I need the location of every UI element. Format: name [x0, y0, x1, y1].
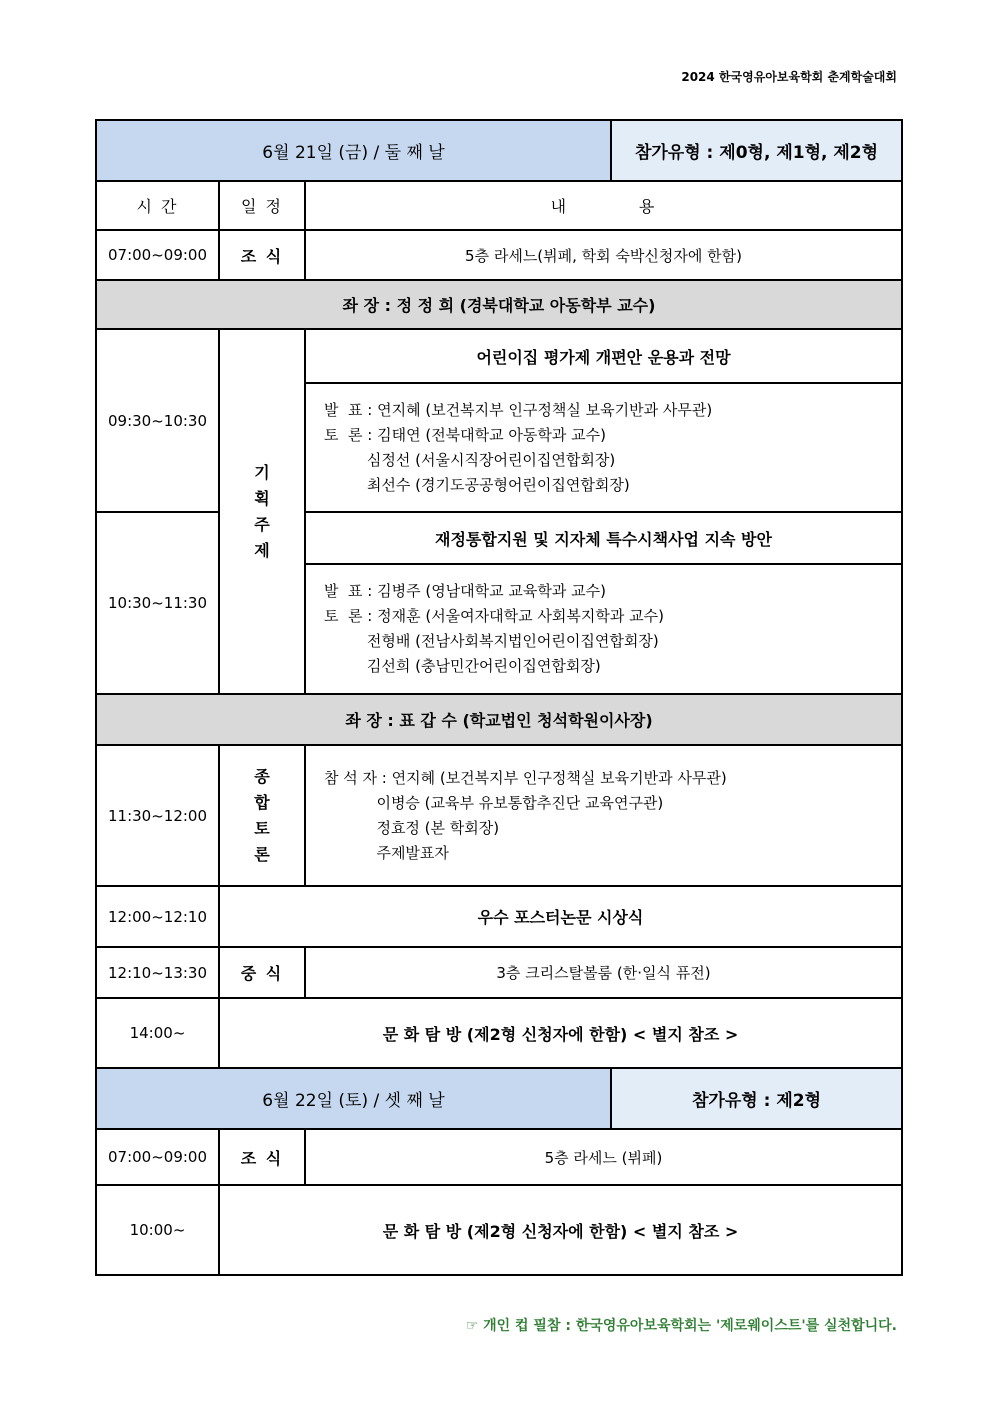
- session1-line: 최선수 (경기도공공형어린이집연합회장): [324, 475, 630, 494]
- discussion-line: 정효정 (본 학회장): [324, 818, 500, 837]
- session1-title: 어린이집 평가제 개편안 운용과 전망: [305, 329, 902, 383]
- chair2-row: [96, 694, 902, 745]
- lunch-content: 3층 크리스탈볼룸 (한·일식 퓨전): [305, 947, 902, 998]
- tour1-time: 14:00~: [96, 998, 219, 1068]
- chair1: 좌 장 : 정 정 희 (경북대학교 아동학부 교수): [96, 280, 902, 329]
- lunch-row: [96, 947, 902, 998]
- lunch-label: 중 식: [219, 947, 305, 998]
- discussion-label-char: 토: [254, 818, 270, 838]
- day2-header-row: [96, 120, 902, 181]
- col-schedule: 일 정: [219, 181, 305, 230]
- session1-line: 발 표 : 연지혜 (보건복지부 인구정책실 보육기반과 사무관): [324, 400, 713, 419]
- breakfast1-time: 07:00~09:00: [96, 230, 219, 280]
- breakfast2-time: 07:00~09:00: [96, 1129, 219, 1185]
- session2-time: 10:30~11:30: [96, 512, 219, 694]
- theme-label-char: 기: [254, 462, 270, 482]
- breakfast2-row: [96, 1129, 902, 1185]
- col-time: 시 간: [96, 181, 219, 230]
- document-header: 2024 한국영유아보육학회 춘계학술대회: [681, 70, 897, 84]
- session1-details: [305, 383, 902, 512]
- day3-header-row: [96, 1068, 902, 1129]
- day3-participation-type: 참가유형 : 제2형: [611, 1068, 902, 1129]
- breakfast2-content: 5층 라세느 (뷔페): [305, 1129, 902, 1185]
- chair2: 좌 장 : 표 갑 수 (학교법인 청석학원이사장): [96, 694, 902, 745]
- lunch-time: 12:10~13:30: [96, 947, 219, 998]
- breakfast1-row: [96, 230, 902, 280]
- discussion-label-char: 종: [254, 766, 270, 786]
- theme-label-char: 주: [254, 514, 270, 534]
- theme-label: [219, 329, 305, 694]
- discussion-label: [219, 745, 305, 886]
- col-content: 내 용: [305, 181, 902, 230]
- session1-title-row: [96, 329, 902, 383]
- tour2-content: 문 화 탐 방 (제2형 신청자에 한함) < 별지 참조 >: [219, 1185, 902, 1275]
- column-header-row: [96, 181, 902, 230]
- discussion-label-char: 합: [254, 792, 270, 812]
- chair1-row: [96, 280, 902, 329]
- discussion-line: 이병승 (교육부 유보통합추진단 교육연구관): [324, 793, 664, 812]
- session2-title-row: [96, 512, 902, 564]
- breakfast1-label: 조 식: [219, 230, 305, 280]
- session2-line: 발 표 : 김병주 (영남대학교 교육학과 교수): [324, 582, 606, 600]
- discussion-time: 11:30~12:00: [96, 745, 219, 886]
- day2-participation-type: 참가유형 : 제0형, 제1형, 제2형: [611, 120, 902, 181]
- award-content: 우수 포스터논문 시상식: [219, 886, 902, 947]
- theme-label-char: 제: [254, 540, 270, 560]
- day2-title: 6월 21일 (금) / 둘 째 날: [96, 120, 611, 181]
- session1-line: 토 론 : 김태연 (전북대학교 아동학과 교수): [324, 425, 606, 444]
- session2-title: 재정통합지원 및 지자체 특수시책사업 지속 방안: [305, 512, 902, 564]
- discussion-label-char: 론: [254, 844, 270, 864]
- award-row: [96, 886, 902, 947]
- day3-title: 6월 22일 (토) / 셋 째 날: [96, 1068, 611, 1129]
- session2-line: 전형배 (전남사회복지법인어린이집연합회장): [324, 632, 659, 650]
- tour2-row: [96, 1185, 902, 1275]
- session2-details: [305, 564, 902, 694]
- tour1-content: 문 화 탐 방 (제2형 신청자에 한함) < 별지 참조 >: [219, 998, 902, 1068]
- tour2-time: 10:00~: [96, 1185, 219, 1275]
- session1-time: 09:30~10:30: [96, 329, 219, 512]
- award-time: 12:00~12:10: [96, 886, 219, 947]
- breakfast1-content: 5층 라세느(뷔페, 학회 숙박신청자에 한함): [305, 230, 902, 280]
- discussion-line: 주제발표자: [324, 843, 449, 862]
- footer-note: ☞ 개인 컵 필참 : 한국영유아보육학회는 '제로웨이스트'를 실천합니다.: [465, 1318, 897, 1334]
- session1-line: 심정선 (서울시직장어린이집연합회장): [324, 450, 616, 469]
- session2-line: 토 론 : 정재훈 (서울여자대학교 사회복지학과 교수): [324, 607, 664, 625]
- discussion-details: [305, 745, 902, 886]
- discussion-line: 참 석 자 : 연지혜 (보건복지부 인구정책실 보육기반과 사무관): [324, 768, 727, 787]
- breakfast2-label: 조 식: [219, 1129, 305, 1185]
- tour1-row: [96, 998, 902, 1068]
- schedule-table: [95, 119, 903, 1276]
- discussion-row: [96, 745, 902, 886]
- session2-line: 김선희 (충남민간어린이집연합회장): [324, 657, 601, 675]
- theme-label-char: 획: [254, 488, 270, 508]
